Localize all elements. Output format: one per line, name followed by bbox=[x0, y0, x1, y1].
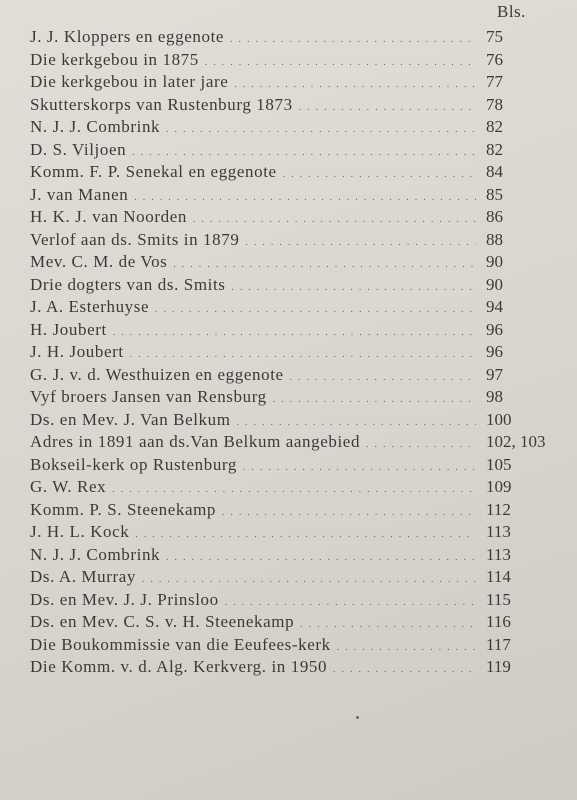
toc-entry-page: 117 bbox=[486, 634, 511, 654]
toc-entry-title: H. Joubert bbox=[30, 319, 107, 339]
toc-entry bbox=[30, 229, 570, 252]
toc-entry bbox=[30, 341, 570, 364]
toc-entry-page: 76 bbox=[486, 49, 503, 69]
dot-leader bbox=[273, 388, 476, 411]
toc-entry-page: 86 bbox=[486, 207, 503, 226]
toc-entry-title: Vyf broers Jansen van Rensburg bbox=[30, 387, 267, 406]
dot-leader bbox=[112, 478, 476, 501]
dot-leader bbox=[234, 73, 476, 96]
dot-leader bbox=[155, 298, 476, 321]
dot-leader bbox=[134, 186, 476, 209]
toc-entry-title: Komm. P. S. Steenekamp bbox=[30, 499, 217, 519]
toc-entry-page: 97 bbox=[486, 364, 503, 384]
toc-entry-title: J. H. Joubert bbox=[30, 342, 124, 361]
dot-leader bbox=[166, 546, 476, 569]
toc-entry-page: 82 bbox=[486, 139, 503, 159]
toc-entry-page: 102, 103 bbox=[486, 432, 546, 451]
toc-entry-page: 98 bbox=[486, 387, 503, 406]
toc-entry bbox=[30, 656, 570, 679]
dot-leader bbox=[166, 118, 476, 141]
dot-leader bbox=[222, 501, 476, 524]
toc-entry-page: 77 bbox=[486, 72, 503, 91]
toc-entry-title: Skutterskorps van Rustenburg 1873 bbox=[30, 94, 293, 114]
toc-entry-page: 94 bbox=[486, 297, 503, 316]
dot-leader bbox=[245, 231, 476, 254]
toc-entry bbox=[30, 364, 570, 387]
toc-entry-title: Ds. en Mev. C. S. v. H. Steenekamp bbox=[30, 612, 295, 631]
toc-entry bbox=[30, 499, 570, 522]
dot-leader bbox=[230, 28, 476, 51]
dot-leader bbox=[232, 276, 476, 299]
toc-entry-page: 116 bbox=[486, 612, 511, 631]
toc-entry-page: 112 bbox=[486, 499, 511, 519]
toc-entry-page: 113 bbox=[486, 522, 511, 541]
toc-entry-page: 78 bbox=[486, 94, 503, 114]
table-of-contents bbox=[30, 26, 570, 679]
dot-leader bbox=[132, 141, 476, 164]
dot-leader bbox=[283, 163, 476, 186]
toc-entry-title: Ds. en Mev. J. Van Belkum bbox=[30, 409, 231, 429]
toc-entry-title: Ds. en Mev. J. J. Prinsloo bbox=[30, 589, 219, 609]
toc-entry bbox=[30, 611, 570, 634]
toc-entry-page: 105 bbox=[486, 454, 512, 474]
toc-entry-page: 82 bbox=[486, 117, 503, 136]
dot-leader bbox=[142, 568, 476, 591]
toc-entry bbox=[30, 116, 570, 139]
toc-entry bbox=[30, 521, 570, 544]
toc-entry-title: J. H. L. Kock bbox=[30, 522, 130, 541]
dot-leader bbox=[300, 613, 476, 636]
dot-leader bbox=[135, 523, 476, 546]
toc-entry-title: J. J. Kloppers en eggenote bbox=[30, 27, 225, 46]
toc-entry-page: 88 bbox=[486, 229, 503, 249]
toc-entry bbox=[30, 431, 570, 454]
toc-entry bbox=[30, 161, 570, 184]
toc-entry-page: 75 bbox=[486, 27, 503, 46]
toc-entry bbox=[30, 49, 570, 72]
toc-entry-page: 90 bbox=[486, 274, 503, 294]
toc-entry-page: 114 bbox=[486, 567, 511, 586]
dot-leader bbox=[366, 433, 476, 456]
dot-leader bbox=[193, 208, 476, 231]
dot-leader bbox=[113, 321, 476, 344]
toc-entry bbox=[30, 94, 570, 117]
toc-entry-title: H. K. J. van Noorden bbox=[30, 207, 187, 226]
toc-entry-page: 96 bbox=[486, 342, 503, 361]
page-column-header: Bls. bbox=[497, 2, 526, 21]
toc-entry-title: Die kerkgebou in 1875 bbox=[30, 49, 199, 69]
toc-entry-title: G. W. Rex bbox=[30, 477, 107, 496]
toc-entry-page: 115 bbox=[486, 589, 511, 609]
toc-entry bbox=[30, 319, 570, 342]
toc-entry-page: 100 bbox=[486, 409, 512, 429]
toc-entry-title: Ds. A. Murray bbox=[30, 567, 137, 586]
toc-entry bbox=[30, 476, 570, 499]
toc-entry bbox=[30, 566, 570, 589]
toc-entry-page: 113 bbox=[486, 544, 511, 564]
toc-entry-title: J. A. Esterhuyse bbox=[30, 297, 150, 316]
toc-entry-title: Adres in 1891 aan ds.Van Belkum aangebied bbox=[30, 432, 361, 451]
toc-entry-page: 96 bbox=[486, 319, 503, 339]
toc-entry bbox=[30, 544, 570, 567]
paper-speck bbox=[356, 716, 359, 719]
dot-leader bbox=[337, 636, 476, 659]
dot-leader bbox=[237, 411, 476, 434]
toc-entry bbox=[30, 454, 570, 477]
toc-entry bbox=[30, 206, 570, 229]
toc-entry bbox=[30, 386, 570, 409]
toc-entry bbox=[30, 139, 570, 162]
toc-entry-title: Die Komm. v. d. Alg. Kerkverg. in 1950 bbox=[30, 657, 328, 676]
toc-entry bbox=[30, 409, 570, 432]
toc-entry bbox=[30, 251, 570, 274]
dot-leader bbox=[173, 253, 476, 276]
toc-entry-page: 84 bbox=[486, 162, 503, 181]
toc-entry-title: Mev. C. M. de Vos bbox=[30, 252, 168, 271]
dot-leader bbox=[205, 51, 476, 74]
toc-entry-page: 85 bbox=[486, 184, 503, 204]
toc-entry bbox=[30, 274, 570, 297]
toc-entry bbox=[30, 26, 570, 49]
dot-leader bbox=[333, 658, 476, 681]
dot-leader bbox=[290, 366, 476, 389]
toc-entry-title: Komm. F. P. Senekal en eggenote bbox=[30, 162, 277, 181]
toc-entry-title: G. J. v. d. Westhuizen en eggenote bbox=[30, 364, 284, 384]
toc-entry-title: Die kerkgebou in later jare bbox=[30, 72, 229, 91]
toc-entry-title: Die Boukommissie van die Eeufees-kerk bbox=[30, 634, 331, 654]
dot-leader bbox=[130, 343, 476, 366]
toc-entry bbox=[30, 634, 570, 657]
toc-entry-page: 90 bbox=[486, 252, 503, 271]
toc-entry bbox=[30, 296, 570, 319]
toc-entry-title: Drie dogters van ds. Smits bbox=[30, 274, 226, 294]
toc-entry bbox=[30, 184, 570, 207]
toc-entry-page: 119 bbox=[486, 657, 511, 676]
toc-entry-title: N. J. J. Combrink bbox=[30, 117, 161, 136]
toc-entry bbox=[30, 71, 570, 94]
dot-leader bbox=[299, 96, 476, 119]
toc-entry-title: Bokseil-kerk op Rustenburg bbox=[30, 454, 237, 474]
toc-entry-title: N. J. J. Combrink bbox=[30, 544, 161, 564]
dot-leader bbox=[243, 456, 476, 479]
toc-entry bbox=[30, 589, 570, 612]
toc-entry-title: Verlof aan ds. Smits in 1879 bbox=[30, 229, 240, 249]
toc-entry-title: D. S. Viljoen bbox=[30, 139, 127, 159]
dot-leader bbox=[225, 591, 476, 614]
toc-entry-page: 109 bbox=[486, 477, 512, 496]
toc-entry-title: J. van Manen bbox=[30, 184, 129, 204]
